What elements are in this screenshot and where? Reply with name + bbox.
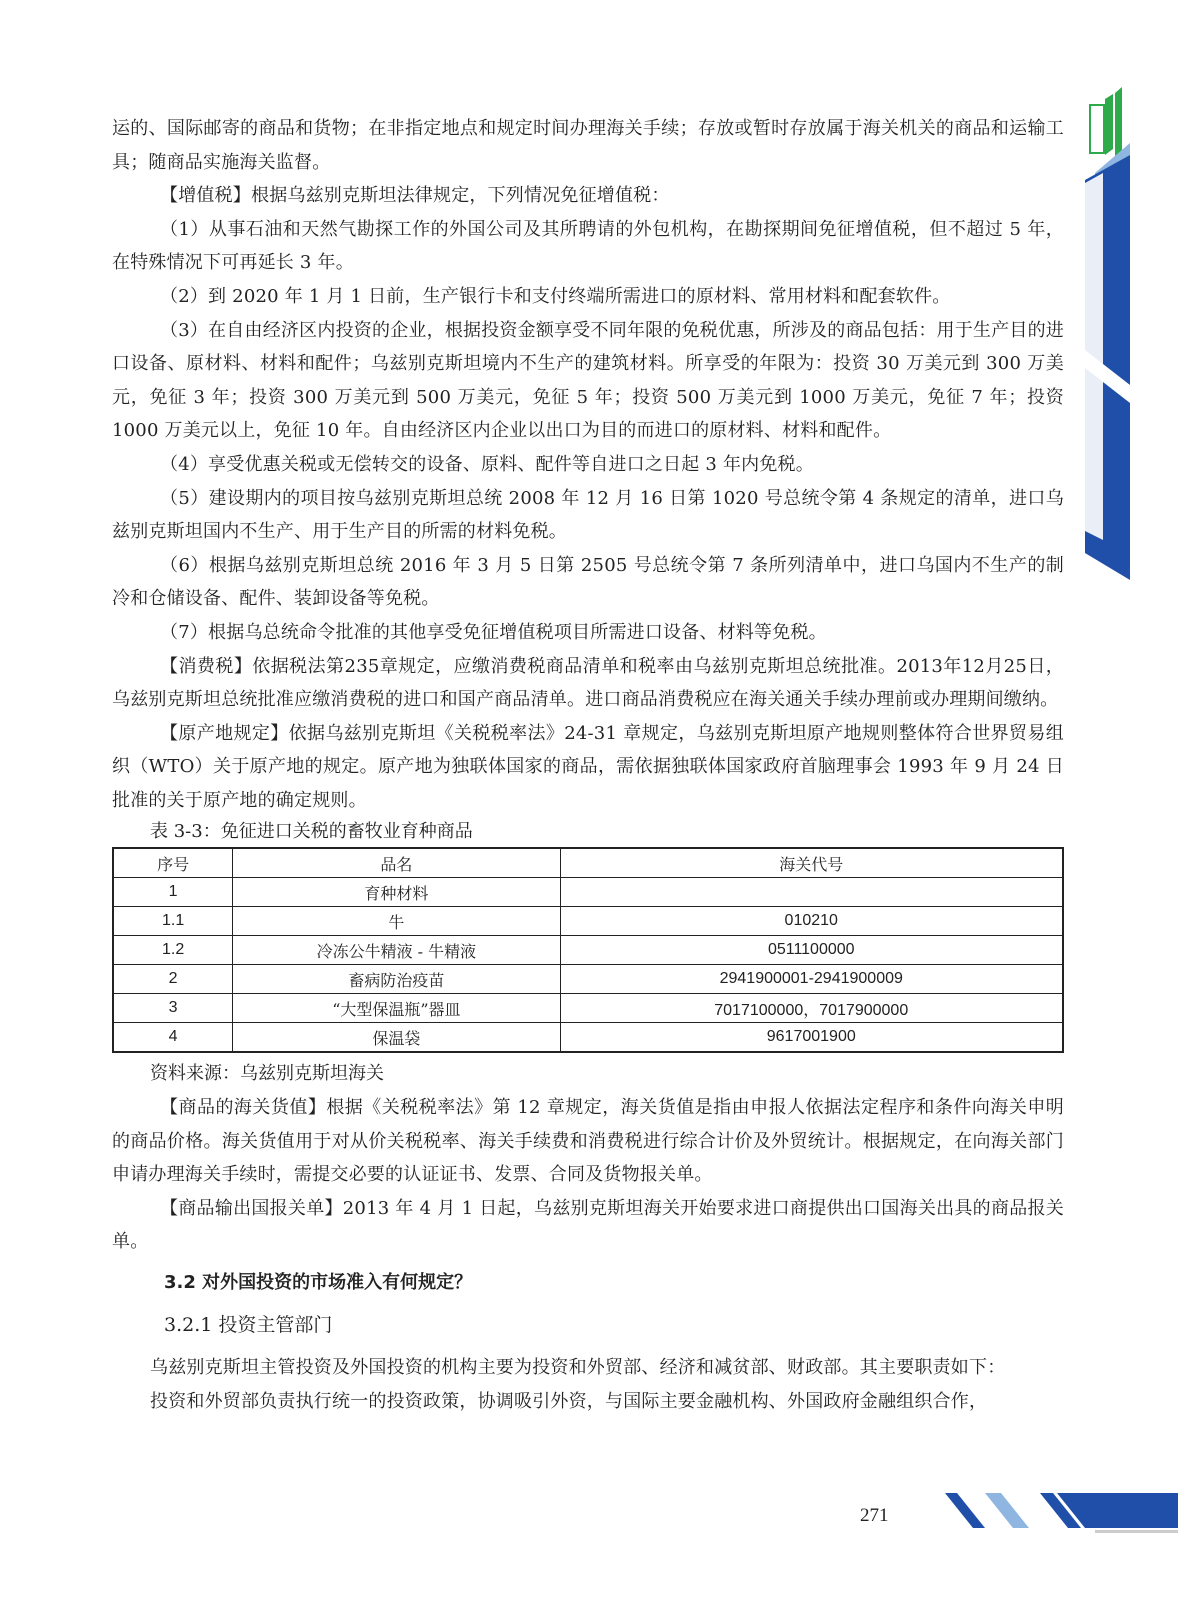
cell-index: 1.2 bbox=[113, 936, 233, 965]
cell-code: 0511100000 bbox=[560, 936, 1063, 965]
body-paragraph: （3）在自由经济区内投资的企业，根据投资金额享受不同年限的免税优惠，所涉及的商品包括：用于生产目的进口设备、原材料、材料和配件；乌兹别克斯坦境内不生产的建筑材料。所享受的年限为：投资 30 万美元到 300 万美元，免征 3 年；投资 300 万美元到 500 万美元，免征 5 年；投资 500 万美元到 1000 万美元，免征 7 年；投资 1000 万美元以上，免征 10 年。自由经济区内企业以出口为目的而进口的原材料、材料和配件。 bbox=[112, 319, 1064, 442]
body-paragraph: 【原产地规定】依据乌兹别克斯坦《关税税率法》24-31 章规定，乌兹别克斯坦原产地规则整体符合世界贸易组织（WTO）关于原产地的规定。原产地为独联体国家的商品，需依据独联体国家政府首脑理事会 1993 年 9 月 24 日批准的关于原产地的确定规则。 bbox=[112, 722, 1064, 811]
body-paragraph: （1）从事石油和天然气勘探工作的外国公司及其所聘请的外包机构，在勘探期间免征增值税，但不超过 5 年，在特殊情况下可再延长 3 年。 bbox=[112, 218, 1064, 274]
body-paragraph: （7）根据乌总统命令批准的其他享受免征增值税项目所需进口设备、材料等免税。 bbox=[160, 621, 827, 643]
cell-code: 9617001900 bbox=[560, 1023, 1063, 1053]
body-paragraph: （2）到 2020 年 1 月 1 日前，生产银行卡和支付终端所需进口的原材料、常用材料和配套软件。 bbox=[160, 285, 951, 307]
cell-index: 1.1 bbox=[113, 907, 233, 936]
paragraph-export-declaration: 【商品输出国报关单】2013 年 4 月 1 日起，乌兹别克斯坦海关开始要求进口商提供出口国海关出具的商品报关单。 bbox=[112, 1197, 1064, 1253]
page-number: 271 bbox=[860, 1505, 889, 1526]
body-paragraphs bbox=[112, 112, 1064, 817]
body-paragraph: （5）建设期内的项目按乌兹别克斯坦总统 2008 年 12 月 16 日第 1020 号总统令第 4 条规定的清单，进口乌兹别克斯坦国内不生产、用于生产目的所需的材料免税。 bbox=[112, 487, 1064, 543]
table-source-note: 资料来源：乌兹别克斯坦海关 bbox=[150, 1063, 384, 1085]
section-heading: 3.2 对外国投资的市场准入有何规定？ bbox=[164, 1272, 473, 1294]
cell-index: 4 bbox=[113, 1023, 233, 1053]
cell-name: 牛 bbox=[233, 907, 560, 936]
cell-name: 冷冻公牛精液 - 牛精液 bbox=[233, 936, 560, 965]
table-row bbox=[113, 907, 1063, 936]
table-row bbox=[113, 936, 1063, 965]
cell-code bbox=[560, 878, 1063, 907]
table-row bbox=[113, 994, 1063, 1023]
column-header-index: 序号 bbox=[113, 848, 233, 878]
cell-index: 3 bbox=[113, 994, 233, 1023]
table-row bbox=[113, 878, 1063, 907]
cell-name: “大型保温瓶”器皿 bbox=[233, 994, 560, 1023]
decorative-side-strip bbox=[1075, 85, 1178, 585]
cell-index: 1 bbox=[113, 878, 233, 907]
body-paragraph: （4）享受优惠关税或无偿转交的设备、原料、配件等自进口之日起 3 年内免税。 bbox=[160, 453, 814, 475]
cell-code: 010210 bbox=[560, 907, 1063, 936]
decorative-footer-stripes bbox=[945, 1490, 1178, 1535]
cell-name: 畜病防治疫苗 bbox=[233, 965, 560, 994]
table-caption: 表 3-3：免征进口关税的畜牧业育种商品 bbox=[150, 821, 473, 843]
exemption-table bbox=[112, 847, 1064, 1053]
cell-code: 7017100000，7017900000 bbox=[560, 994, 1063, 1023]
column-header-name: 品名 bbox=[233, 848, 560, 878]
body-paragraph: 【消费税】依据税法第235章规定，应缴消费税商品清单和税率由乌兹别克斯坦总统批准。2013年12月25日，乌兹别克斯坦总统批准应缴消费税的进口和国产商品清单。进口商品消费税应在海关通关手续办理前或办理期间缴纳。 bbox=[112, 655, 1064, 711]
cell-code: 2941900001-2941900009 bbox=[560, 965, 1063, 994]
body-paragraph: 运的、国际邮寄的商品和货物；在非指定地点和规定时间办理海关手续；存放或暂时存放属于海关机关的商品和运输工具；随商品实施海关监督。 bbox=[112, 118, 1064, 173]
table-row bbox=[113, 1023, 1063, 1053]
table-header-row bbox=[113, 848, 1063, 878]
cell-index: 2 bbox=[113, 965, 233, 994]
body-paragraph: （6）根据乌兹别克斯坦总统 2016 年 3 月 5 日第 2505 号总统令第 7 条所列清单中，进口乌国内不生产的制冷和仓储设备、配件、装卸设备等免税。 bbox=[112, 554, 1064, 610]
paragraph-customs-value: 【商品的海关货值】根据《关税税率法》第 12 章规定，海关货值是指由申报人依据法定程序和条件向海关申明的商品价格。海关货值用于对从价关税税率、海关手续费和消费税进行综合计价及外贸统计。根据规定，在向海关部门申请办理海关手续时，需提交必要的认证证书、发票、合同及货物报关单。 bbox=[112, 1097, 1064, 1186]
page-body bbox=[112, 112, 1064, 1418]
cell-name: 育种材料 bbox=[233, 878, 560, 907]
subsection-heading: 3.2.1 投资主管部门 bbox=[164, 1314, 333, 1337]
body-paragraph: 【增值税】根据乌兹别克斯坦法律规定，下列情况免征增值税： bbox=[160, 185, 670, 207]
paragraph-investment-ministry: 投资和外贸部负责执行统一的投资政策，协调吸引外资，与国际主要金融机构、外国政府金融组织合作， bbox=[150, 1390, 988, 1412]
column-header-code: 海关代号 bbox=[560, 848, 1063, 878]
cell-name: 保温袋 bbox=[233, 1023, 560, 1053]
paragraph-investment-authorities: 乌兹别克斯坦主管投资及外国投资的机构主要为投资和外贸部、经济和减贫部、财政部。其主要职责如下： bbox=[150, 1357, 1006, 1379]
table-row bbox=[113, 965, 1063, 994]
